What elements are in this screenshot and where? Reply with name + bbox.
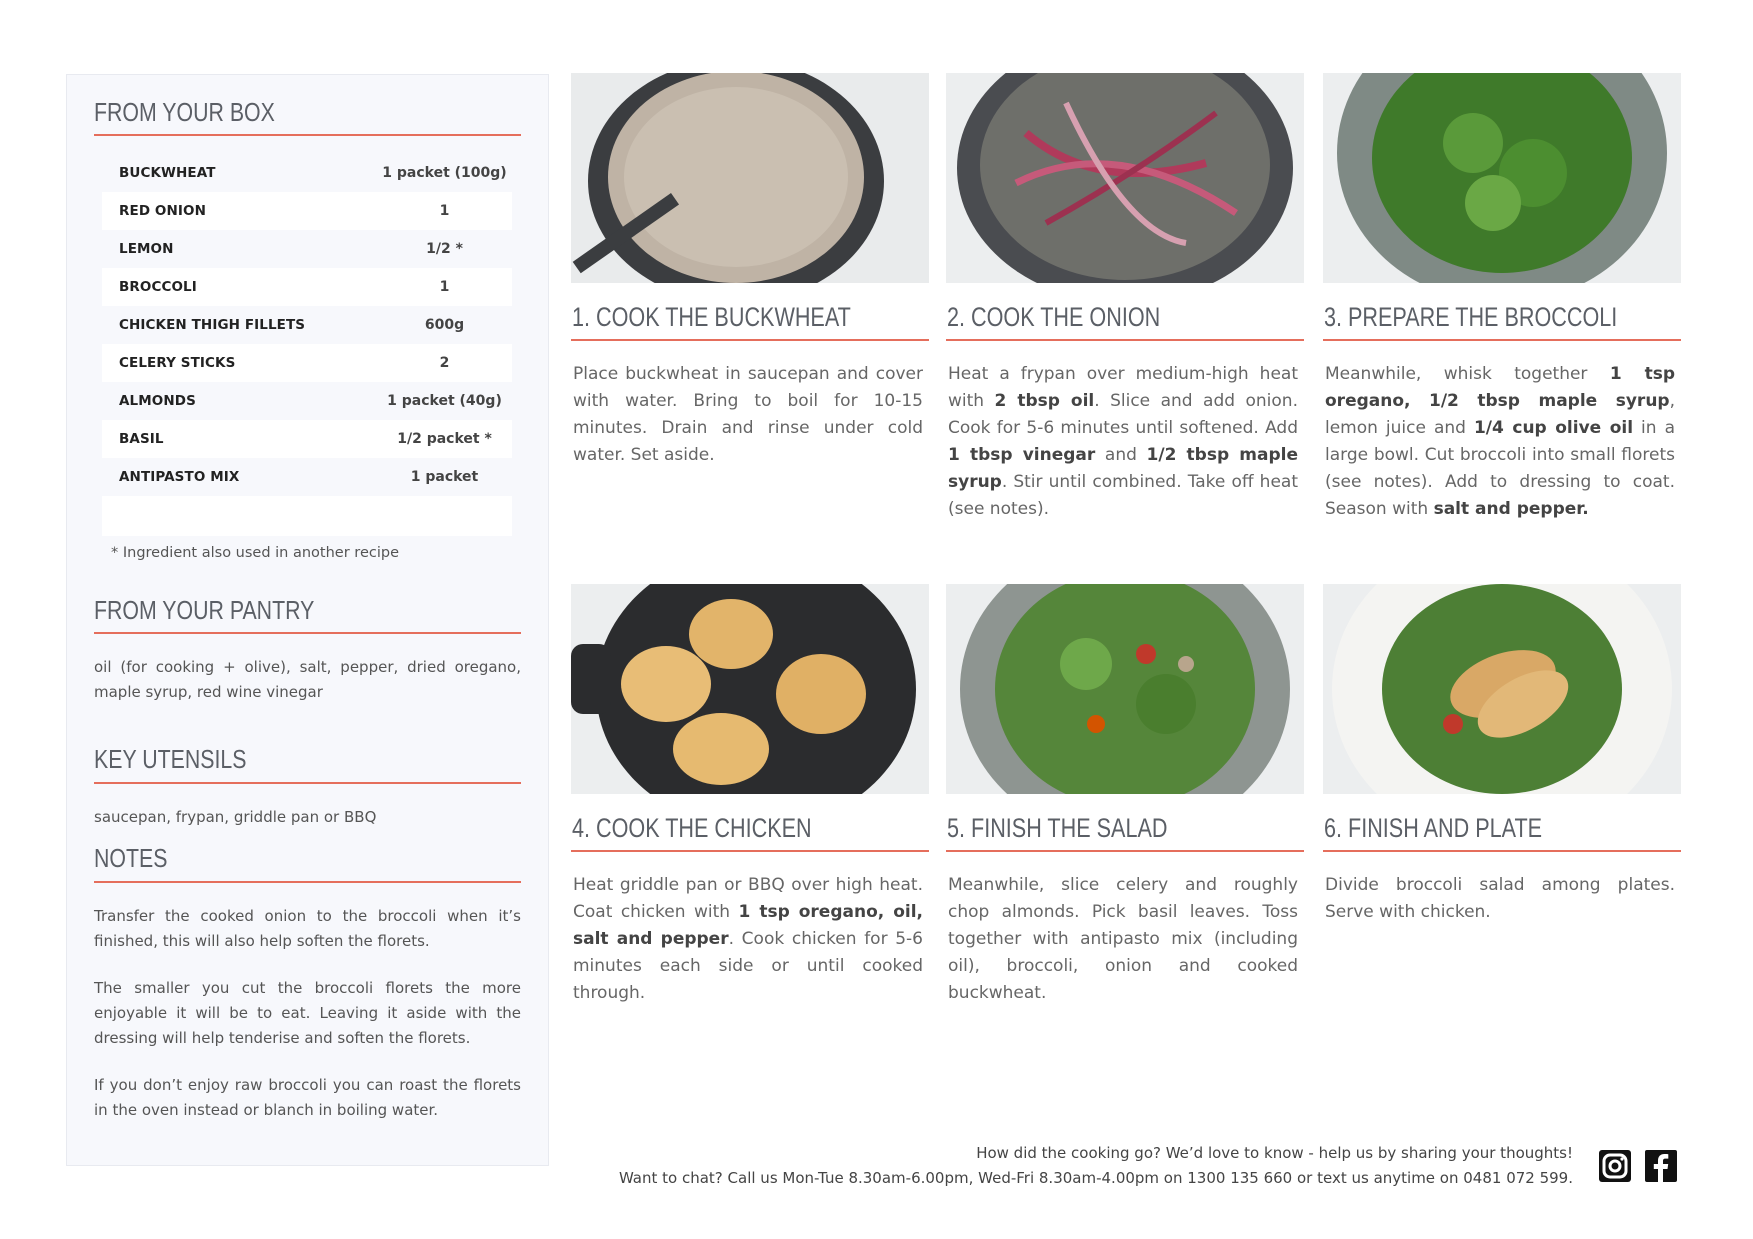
- step-rule: [1323, 339, 1681, 341]
- ingredient-name: BUCKWHEAT: [119, 165, 216, 181]
- step-text-bold: 2 tbsp oil: [994, 391, 1095, 411]
- pantry-text: oil (for cooking + olive), salt, pepper, dried oregano, maple syrup, red wine vinegar: [94, 658, 521, 701]
- step-text-segment: . Cook chicken for 5-6 minutes each side or until cooked through.: [573, 929, 924, 1003]
- step-4-text: [573, 872, 923, 1007]
- ingredient-qty: 1: [439, 203, 450, 219]
- step-text-segment: . Slice and add onion. Cook for 5-6 minutes until softened. Add: [948, 391, 1298, 438]
- step-rule: [1323, 850, 1681, 852]
- ingredient-row: [102, 154, 512, 192]
- heading-rule: [94, 632, 521, 634]
- buckwheat-in-pot-illustration: [571, 73, 929, 283]
- buckwheat-in-pot-image: [571, 73, 929, 283]
- heading-rule: [94, 881, 521, 883]
- ingredient-name: ALMONDS: [119, 393, 196, 409]
- step-text-segment: and: [1095, 445, 1147, 465]
- salad-in-bowl-image: [946, 584, 1304, 794]
- ingredient-row: [102, 306, 512, 344]
- feedback-text: How did the cooking go? We’d love to know - help us by sharing your thoughts!: [976, 1144, 1573, 1162]
- ingredient-qty: 2: [439, 355, 450, 371]
- ingredient-row: [102, 192, 512, 230]
- ingredient-qty: 1/2 *: [426, 241, 463, 257]
- step-text-bold: 1/4 cup olive oil: [1473, 418, 1634, 438]
- step-text-bold: 1 tbsp vinegar: [948, 445, 1096, 465]
- ingredient-row: [102, 458, 512, 496]
- ingredient-qty: 1: [439, 279, 450, 295]
- ingredient-row: [102, 230, 512, 268]
- chicken-on-griddle-illustration: [571, 584, 929, 794]
- step-text-segment: Heat griddle pan or BBQ over high heat. Coat chicken with: [573, 875, 923, 922]
- step-text-segment: Heat a frypan over medium-high heat with: [948, 364, 1298, 411]
- utensils-text: saucepan, frypan, griddle pan or BBQ: [94, 808, 377, 826]
- notes-heading: NOTES: [94, 843, 168, 873]
- ingredient-name: CHICKEN THIGH FILLETS: [119, 317, 306, 333]
- step-3-text: [1325, 361, 1675, 523]
- onion-in-frypan-illustration: [946, 73, 1304, 283]
- broccoli-in-bowl-image: [1323, 73, 1681, 283]
- step-rule: [571, 339, 929, 341]
- note-paragraph: Transfer the cooked onion to the broccoli when it’s finished, this will also help soften the florets.: [94, 907, 521, 950]
- step-rule: [946, 850, 1304, 852]
- step-4-title: 4. COOK THE CHICKEN: [572, 813, 812, 843]
- chicken-on-griddle-image: [571, 584, 929, 794]
- plated-dish-illustration: [1323, 584, 1681, 794]
- step-1-text: Place buckwheat in saucepan and cover with water. Bring to boil for 10-15 minutes. Drain and rinse under cold water. Set aside.: [573, 364, 923, 465]
- broccoli-in-bowl-illustration: [1323, 73, 1681, 283]
- ingredient-name: RED ONION: [119, 203, 206, 219]
- ingredient-qty: 1 packet (40g): [387, 393, 502, 409]
- ingredient-row: [102, 268, 512, 306]
- facebook-icon[interactable]: [1644, 1149, 1678, 1183]
- instagram-icon[interactable]: [1598, 1149, 1632, 1183]
- step-text-segment: in a large bowl. Cut broccoli into small florets (see notes). Add to dressing to coat. Season with: [1325, 418, 1675, 519]
- salad-in-bowl-illustration: [946, 584, 1304, 794]
- ingredient-row: [102, 382, 512, 420]
- heading-rule: [94, 134, 521, 136]
- ingredient-name: BASIL: [119, 431, 164, 447]
- step-2-title: 2. COOK THE ONION: [947, 302, 1161, 332]
- step-5-text: Meanwhile, slice celery and roughly chop almonds. Pick basil leaves. Toss together with antipasto mix (including oil), broccoli, onion and cooked buckwheat.: [948, 875, 1298, 1003]
- ingredient-qty: 1 packet (100g): [382, 165, 507, 181]
- onion-in-frypan-image: [946, 73, 1304, 283]
- from-your-box-heading: FROM YOUR BOX: [94, 97, 275, 127]
- ingredient-name: CELERY STICKS: [119, 355, 236, 371]
- from-your-pantry-heading: FROM YOUR PANTRY: [94, 595, 315, 625]
- step-1-title: 1. COOK THE BUCKWHEAT: [572, 302, 851, 332]
- key-utensils-heading: KEY UTENSILS: [94, 744, 247, 774]
- ingredient-row-empty: [102, 496, 512, 536]
- step-rule: [571, 850, 929, 852]
- step-text-segment: . Stir until combined. Take off heat (see notes).: [948, 472, 1298, 519]
- step-text-bold: 1 tsp oregano, 1/2 tbsp maple syrup: [1325, 364, 1675, 411]
- note-paragraph: If you don’t enjoy raw broccoli you can roast the florets in the oven instead or blanch in boiling water.: [94, 1076, 521, 1119]
- ingredient-qty: 1/2 packet *: [397, 431, 492, 447]
- ingredient-row: [102, 344, 512, 382]
- contact-text: Want to chat? Call us Mon-Tue 8.30am-6.00pm, Wed-Fri 8.30am-4.00pm on 1300 135 660 or text us anytime on 0481 072 599.: [618, 1169, 1573, 1187]
- step-2-text: [948, 361, 1298, 523]
- step-3-title: 3. PREPARE THE BROCCOLI: [1324, 302, 1618, 332]
- ingredients-table: [102, 154, 512, 536]
- heading-rule: [94, 782, 521, 784]
- step-6-title: 6. FINISH AND PLATE: [1324, 813, 1543, 843]
- ingredient-row: [102, 420, 512, 458]
- step-rule: [946, 339, 1304, 341]
- step-text-segment: , lemon juice and: [1325, 391, 1675, 438]
- step-text-bold: 1 tsp oregano, oil, salt and pepper: [573, 902, 923, 949]
- note-paragraph: The smaller you cut the broccoli florets the more enjoyable it will be to eat. Leaving it aside with the dressing will help tenderise and soften the florets.: [94, 979, 521, 1047]
- ingredient-qty: 1 packet: [410, 469, 479, 485]
- ingredient-qty: 600g: [424, 317, 465, 333]
- ingredient-name: ANTIPASTO MIX: [119, 469, 240, 485]
- ingredient-name: BROCCOLI: [119, 279, 197, 295]
- plated-dish-image: [1323, 584, 1681, 794]
- step-text-bold: 1/2 tbsp maple syrup: [948, 445, 1298, 492]
- step-text-segment: Meanwhile, whisk together: [1325, 364, 1610, 384]
- ingredient-footnote: * Ingredient also used in another recipe: [111, 545, 399, 561]
- ingredient-name: LEMON: [119, 241, 174, 257]
- step-text-bold: salt and pepper.: [1433, 499, 1589, 519]
- ingredients-sidebar: [66, 74, 549, 1166]
- step-5-title: 5. FINISH THE SALAD: [947, 813, 1168, 843]
- step-6-text: Divide broccoli salad among plates. Serve with chicken.: [1325, 875, 1675, 922]
